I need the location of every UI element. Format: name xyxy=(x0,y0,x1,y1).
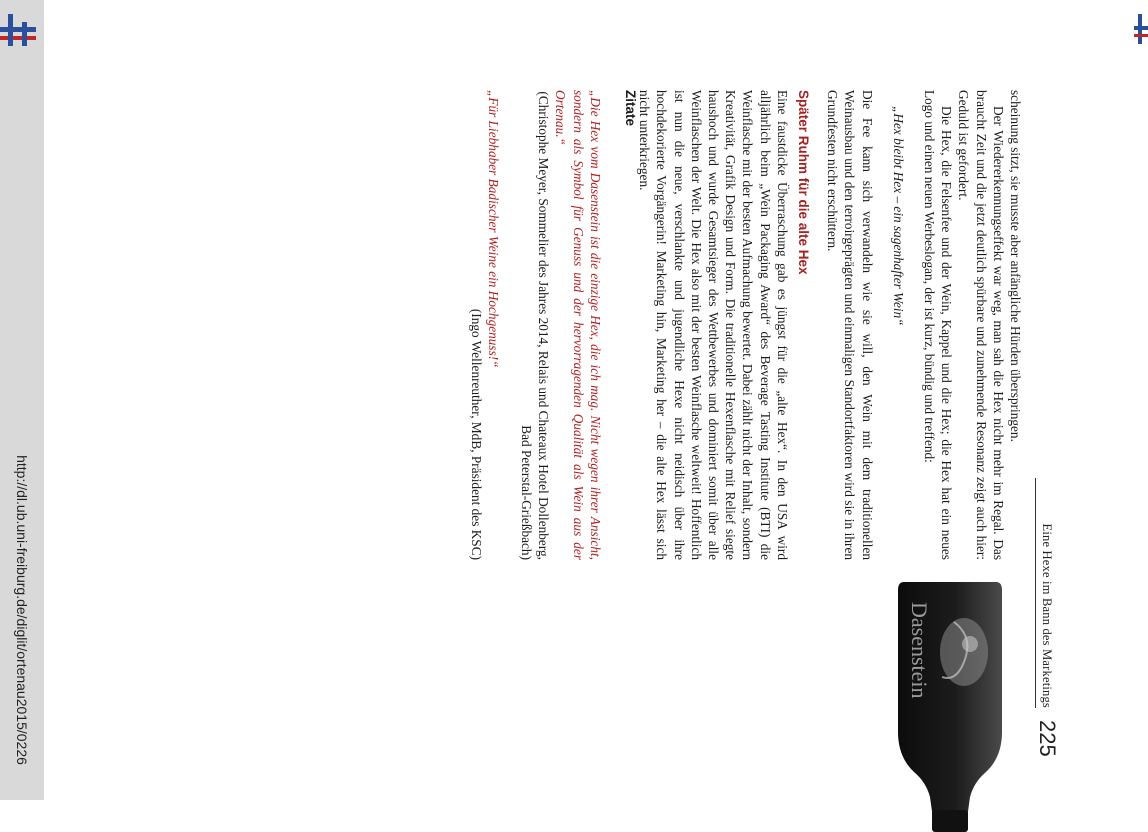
section-title: Später Ruhm für die alte Hex xyxy=(795,90,811,275)
document-page xyxy=(44,0,1064,800)
quote-2: „Für Liebhaber Badischer Weine ein Hochgenuss!“ xyxy=(485,90,501,368)
viewer-sidebar xyxy=(0,0,44,800)
wine-bottle-image xyxy=(896,582,1004,832)
right-column xyxy=(467,90,639,560)
left-column xyxy=(636,90,1024,560)
quote-1: „Die Hex vom Dasenstein ist die einzige Hex, die ich mag. Nicht wegen ihrer Ansicht, sondern als Symbol für Genuss und der hervorragenden Qualität als Wein aus der Ortenau.“ xyxy=(553,90,603,560)
library-logo-icon xyxy=(0,10,40,50)
quote-2-attribution: (Ingo Wellenreuther, MdB, Präsident des KSC) xyxy=(468,308,484,560)
paragraph-3: Die Hex, die Felsenfee und der Wein, Kappel und die Hex; die Hex hat ein neues Logo und einen neuen Werbeslogan, der ist kurz, bündig und treffend: xyxy=(921,90,955,560)
bottle-label-text: Dasenstein xyxy=(907,602,932,699)
library-logo-right-icon xyxy=(1134,14,1148,44)
page-number: 225 xyxy=(1035,720,1060,757)
zitate-title: Zitate xyxy=(623,90,638,127)
slogan-subhead: „Hex bleibt Hex – ein sagenhafter Wein“ xyxy=(890,106,906,326)
paragraph-2: Der Wiedererkennungseffekt war weg, man sah die Hex nicht mehr im Regal. Das braucht Zeit und die jetzt deutlich spürbare und zunehmende Resonanz zeigt auch hier: Geduld ist gefordert. xyxy=(956,90,1006,560)
running-head: Eine Hexe im Bann des Marketings xyxy=(1035,478,1054,708)
quote-1-attribution: (Christophe Meyer, Sommelier des Jahres 2014, Relais und Chateaux Hotel Dollenberg, Bad Peterstal-Grießbach) xyxy=(518,91,552,560)
source-url[interactable]: http://dl.ub.uni-freiburg.de/diglit/ortenau2015/0226 xyxy=(14,455,30,765)
paragraph-5: Eine faustdicke Überraschung gab es jüngst für die „alte Hex“. In den USA wird alljährlich beim „Wein Packaging Award“ des Beverage Tasting Institute (BTI) die Weinflasche mit der besten Aufmachung bewertet. Dabei zählt nicht der Inhalt, sondern Kreativität, Grafik Design und Form. Die traditionelle Hexenflasche mit Relief siegte haushoch und wurde Gesamtsieger des Wettbewerbes und dominiert somit über alle Weinflaschen der Welt. Die Hex also mit der besten Weinflasche weltweit! Hoffentlich ist nun die neue, verschlankte und jugendliche Hexe nicht neidisch über ihre hochdekorierte Vorgängerin! Marketing hin, Marketing her – die alte Hex lässt sich nicht unterkriegen. xyxy=(637,90,790,560)
paragraph-1: scheinung sitzt, sie musste aber anfängliche Hürden überspringen. xyxy=(1008,90,1023,442)
paragraph-4: Die Fee kann sich verwandeln wie sie will, den Wein mit dem traditionellen Weinausbau und den terroirgeprägten und einmaligen Standortfaktoren wird sie in ihren Grundfesten nicht erschüttern. xyxy=(825,90,875,560)
